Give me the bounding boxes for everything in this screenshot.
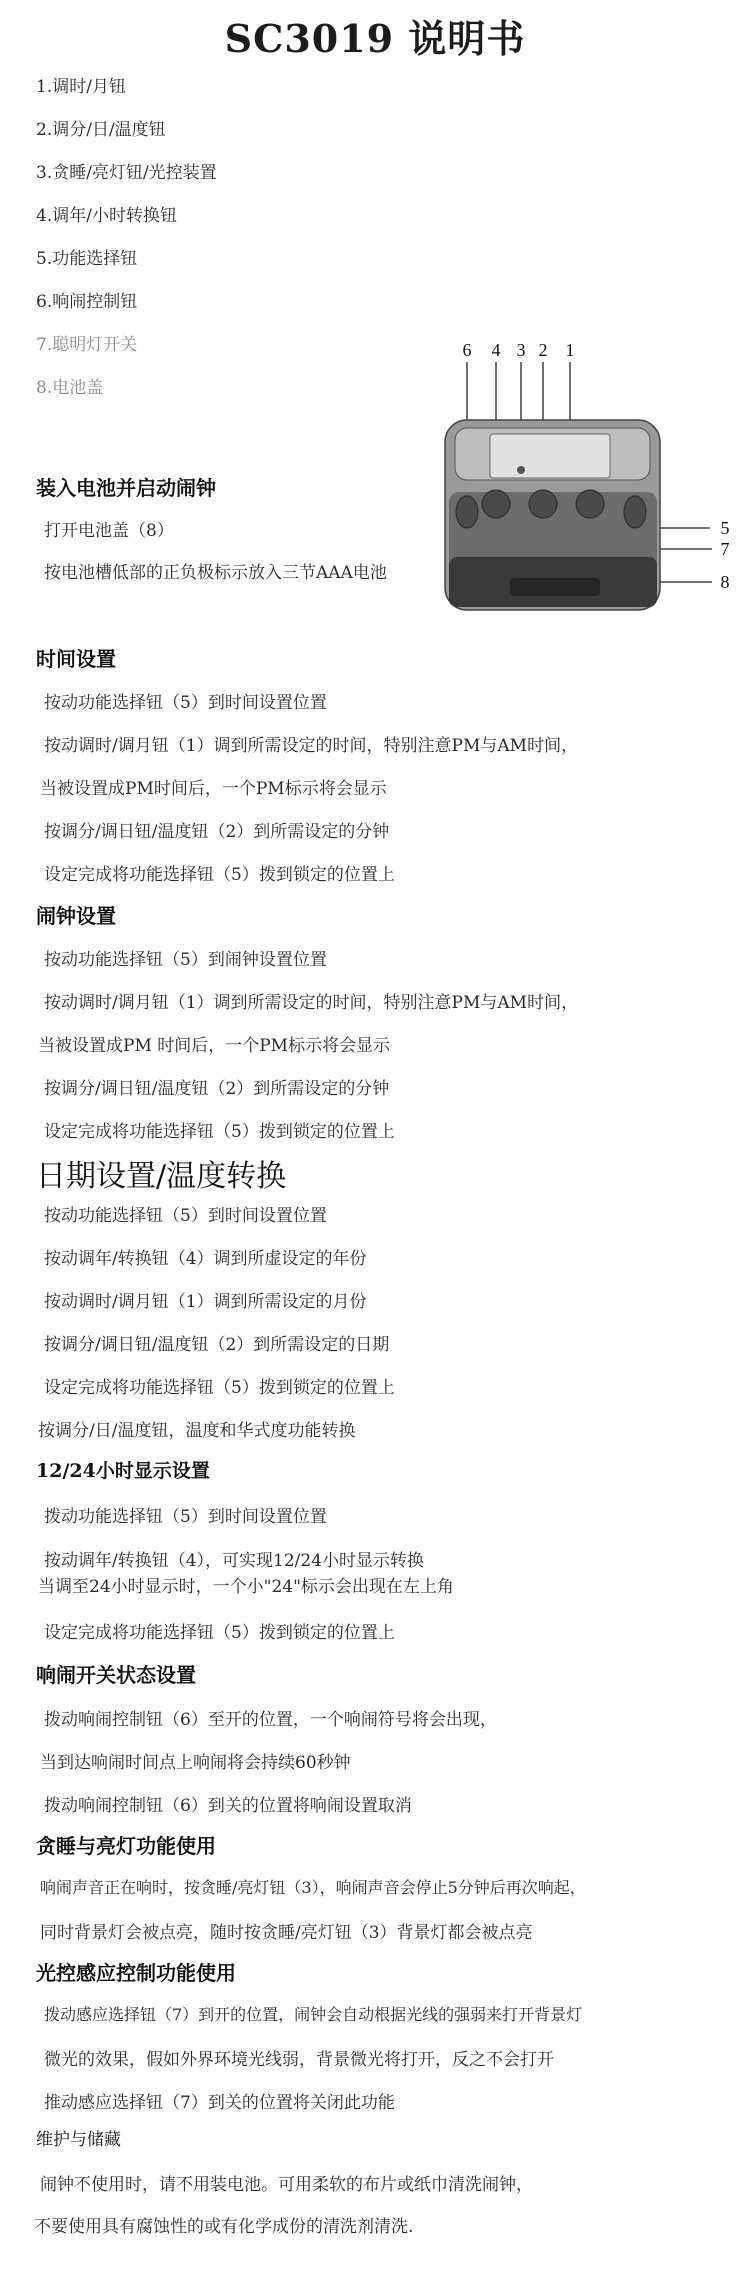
section-line: 微光的效果，假如外界环境光线弱，背景微光将打开，反之不会打开: [44, 2050, 554, 2070]
section-line: 当被设置成PM时间后，一个PM标示将会显示: [40, 779, 387, 799]
section-heading: 维护与储藏: [36, 2130, 121, 2150]
section-line: 设定完成将功能选择钮（5）拨到锁定的位置上: [44, 1122, 395, 1142]
section-heading: 响闹开关状态设置: [36, 1663, 196, 1687]
section-line: 响闹声音正在响时，按贪睡/亮灯钮（3），响闹声音会停止5分钟后再次响起，: [40, 1878, 586, 1897]
section-line: 按动调时/调月钮（1）调到所需设定的时间，特别注意PM与AM时间，: [44, 993, 579, 1013]
section-line: 按电池槽低部的正负极标示放入三节AAA电池: [44, 563, 387, 583]
section-line: 当调至24小时显示时，一个小"24"标示会出现在左上角: [38, 1577, 454, 1597]
parts-list-item: 8.电池盖: [36, 378, 104, 398]
section-line: 拨动感应选择钮（7）到开的位置，闹钟会自动根据光线的强弱来打开背景灯: [44, 2005, 583, 2024]
section-heading: 时间设置: [36, 647, 116, 671]
section-line: 拨动响闹控制钮（6）到关的位置将响闹设置取消: [44, 1796, 412, 1816]
section-line: 设定完成将功能选择钮（5）拨到锁定的位置上: [44, 1378, 395, 1398]
section-line: 推动感应选择钮（7）到关的位置将关闭此功能: [44, 2093, 395, 2113]
section-line: 不要使用具有腐蚀性的或有化学成份的清洗剂清洗.: [34, 2217, 414, 2237]
section-heading: 装入电池并启动闹钟: [36, 476, 216, 500]
section-heading: 光控感应控制功能使用: [36, 1961, 236, 1985]
parts-list-item: 7.聪明灯开关: [36, 335, 138, 355]
diagram-label-6: 6: [462, 342, 472, 360]
section-line: 设定完成将功能选择钮（5）拨到锁定的位置上: [44, 865, 395, 885]
page-title: SC3019 说明书: [224, 16, 526, 61]
section-line: 按动调年/转换钮（4）调到所虚设定的年份: [44, 1249, 367, 1269]
section-line: 当被设置成PM 时间后，一个PM标示将会显示: [38, 1036, 391, 1056]
parts-list-item: 3.贪睡/亮灯钮/光控装置: [36, 163, 217, 183]
section-line: 按动功能选择钮（5）到时间设置位置: [44, 693, 327, 713]
parts-list-item: 6.响闹控制钮: [36, 292, 138, 312]
parts-list-item: 5.功能选择钮: [36, 249, 138, 269]
section-line: 当到达响闹时间点上响闹将会持续60秒钟: [40, 1753, 351, 1773]
section-heading: 12/24小时显示设置: [36, 1460, 210, 1482]
section-line: 拨动功能选择钮（5）到时间设置位置: [44, 1507, 327, 1527]
diagram-label-7: 7: [720, 539, 730, 559]
section-heading: 贪睡与亮灯功能使用: [36, 1834, 216, 1858]
section-heading: 闹钟设置: [36, 904, 116, 928]
section-line: 按调分/调日钮/温度钮（2）到所需设定的分钟: [44, 822, 390, 842]
diagram-label-3: 3: [516, 342, 526, 360]
section-line: 按动调年/转换钮（4），可实现12/24小时显示转换: [44, 1551, 425, 1571]
parts-list-item: 2.调分/日/温度钮: [36, 120, 166, 140]
section-line: 设定完成将功能选择钮（5）拨到锁定的位置上: [44, 1623, 395, 1643]
section-line: 拨动响闹控制钮（6）至开的位置，一个响闹符号将会出现，: [44, 1710, 497, 1730]
section-line: 按动功能选择钮（5）到闹钟设置位置: [44, 950, 327, 970]
diagram-label-2: 2: [538, 342, 548, 360]
clock-diagram: [420, 342, 745, 612]
diagram-label-4: 4: [491, 342, 501, 360]
section-line: 打开电池盖（8）: [44, 521, 174, 541]
diagram-label-5: 5: [720, 518, 730, 538]
section-line: 同时背景灯会被点亮，随时按贪睡/亮灯钮（3）背景灯都会被点亮: [40, 1923, 533, 1943]
section-line: 按动功能选择钮（5）到时间设置位置: [44, 1206, 327, 1226]
diagram-label-1: 1: [565, 342, 575, 360]
diagram-label-8: 8: [720, 572, 730, 592]
parts-list-item: 4.调年/小时转换钮: [36, 206, 177, 226]
parts-list: [36, 72, 217, 416]
section-line: 按调分/调日钮/温度钮（2）到所需设定的分钟: [44, 1079, 390, 1099]
section-line: 按动调时/调月钮（1）调到所需设定的月份: [44, 1292, 367, 1312]
section-line: 闹钟不使用时，请不用装电池。可用柔软的布片或纸巾清洗闹钟，: [40, 2175, 533, 2195]
section-line: 按调分/日/温度钮，温度和华式度功能转换: [38, 1421, 356, 1441]
parts-list-item: 1.调时/月钮: [36, 77, 126, 97]
section-heading: 日期设置/温度转换: [36, 1159, 287, 1194]
section-line: 按调分/调日钮/温度钮（2）到所需设定的日期: [44, 1335, 390, 1355]
section-line: 按动调时/调月钮（1）调到所需设定的时间，特别注意PM与AM时间，: [44, 736, 579, 756]
